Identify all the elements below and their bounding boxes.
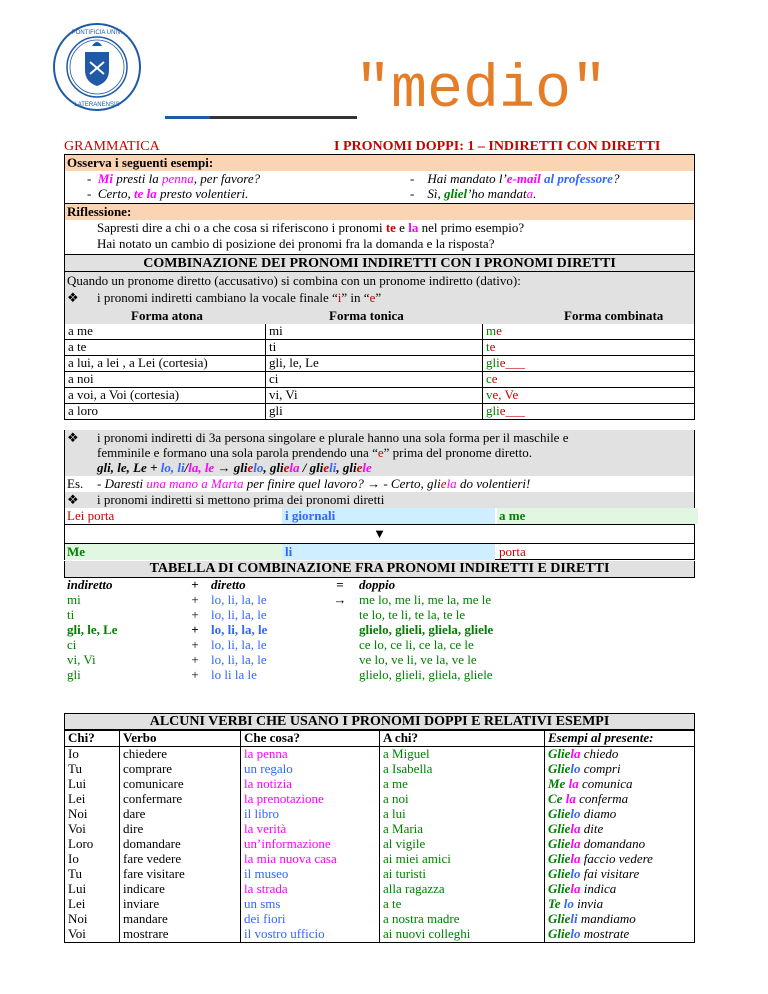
formula-part: lo (253, 460, 264, 475)
verbi-row (65, 837, 695, 852)
ex-la: la (146, 186, 157, 201)
esempio-dir: la (570, 836, 581, 851)
formula-part: , gli (336, 460, 357, 475)
verbi-achi: ai miei amici (380, 852, 545, 867)
esempio-verbo: chiedo (580, 746, 619, 761)
tab-col-eq: = (336, 577, 344, 592)
verbi-col-3: A chi? (380, 731, 545, 747)
verbi-verbo: dire (120, 822, 241, 837)
a-me: a me (497, 508, 698, 524)
riflessione-body (64, 220, 695, 254)
i-giornali: i giornali (282, 508, 495, 524)
combinata-e: e (489, 339, 496, 354)
bullet1-i: i (337, 290, 342, 305)
verbi-cosa: la mia nuova casa (241, 852, 380, 867)
col-forma-combinata: Forma combinata (564, 308, 664, 323)
lei-porta-row (64, 508, 695, 525)
verbi-achi: a me (380, 777, 545, 792)
esempio-dir: lo (570, 926, 581, 941)
ex-presti: presti la (116, 171, 159, 186)
es-a: - Daresti (97, 476, 147, 491)
tabella-row (64, 593, 695, 608)
ex-penna: penna (162, 171, 194, 186)
arrow-row: ▼ (64, 525, 695, 543)
combinata-e: e (496, 323, 502, 338)
tab-col-indiretto: indiretto (67, 577, 113, 592)
verbi-achi: ai turisti (380, 867, 545, 882)
formula-part: li (329, 460, 337, 475)
tab-indiretto: ti (67, 607, 75, 622)
esempio-ind: Glie (548, 821, 571, 836)
forma-combinata (483, 340, 695, 356)
verbi-esempio (545, 837, 695, 852)
esempio-dir: la (568, 776, 579, 791)
esempio-dir: la (570, 881, 581, 896)
forma-tonica: ti (266, 340, 483, 356)
esempio-verbo: faccio vedere (580, 851, 653, 866)
verbi-achi: ai nuovi colleghi (380, 927, 545, 943)
es-b: una mano a Marta (146, 476, 244, 491)
university-logo (52, 22, 142, 112)
verbi-esempio (545, 807, 695, 822)
verbi-verbo: comprare (120, 762, 241, 777)
verbi-row (65, 747, 695, 763)
verbi-esempio (545, 762, 695, 777)
combinata-e: e___ (499, 355, 526, 370)
forma-atona: a loro (65, 404, 266, 420)
verbi-esempio (545, 792, 695, 807)
esempio-dir: lo (563, 896, 574, 911)
forma-atona: a lui, a lei , a Lei (cortesia) (65, 356, 266, 372)
forms-row (65, 372, 695, 388)
combinata-base: t (486, 339, 490, 354)
verbi-chi: Voi (65, 822, 120, 837)
verbi-achi: a Isabella (380, 762, 545, 777)
verbi-cosa: un regalo (241, 762, 380, 777)
verbi-verbo: fare vedere (120, 852, 241, 867)
es-f: do volentieri! (456, 476, 531, 491)
verbi-chi: Io (65, 747, 120, 763)
grammatica-label: GRAMMATICA (64, 139, 160, 154)
ex-a: a (526, 186, 534, 201)
osserva-examples: - Mi presti la penna, per favore? - Certo, te la presto volentieri. - Hai mandato l’e-mail al professore? - Sì, gliel’ho mandata. (64, 171, 695, 203)
verbi-row (65, 777, 695, 792)
tab-indiretto: gli, le, Le (67, 622, 118, 637)
tab-doppio: ce lo, ce li, ce la, ce le (359, 637, 474, 652)
verbi-cosa: la penna (241, 747, 380, 763)
col-forma-tonica: Forma tonica (329, 308, 404, 323)
combinata-e2: e (512, 387, 519, 402)
verbi-achi: alla ragazza (380, 882, 545, 897)
tabella-row (64, 608, 695, 623)
verbi-cosa: dei fiori (241, 912, 380, 927)
bullet1-close: ” (375, 290, 382, 305)
porta: porta (499, 544, 526, 559)
forms-row (65, 324, 695, 340)
verbi-cosa: la strada (241, 882, 380, 897)
formula-part: e (247, 460, 254, 475)
esempio-dir: la (565, 791, 576, 806)
verbi-chi: Loro (65, 837, 120, 852)
tabella-row (64, 638, 695, 653)
esempio-verbo: invia (573, 896, 604, 911)
esempio-dir: li (570, 911, 578, 926)
tab-op (324, 653, 356, 668)
combinata-e: e, V (492, 387, 513, 402)
verbi-col-4: Esempi al presente: (545, 731, 695, 747)
verbi-cosa: la verità (241, 822, 380, 837)
verbi-verbo: mostrare (120, 927, 241, 943)
verbi-chi: Noi (65, 807, 120, 822)
verbi-row (65, 882, 695, 897)
verbi-chi: Lei (65, 792, 120, 807)
verbi-chi: Noi (65, 912, 120, 927)
formula-part: / gli (299, 460, 324, 475)
esempio-ind: Me (548, 776, 569, 791)
rifl-q2: Hai notato un cambio di posizione dei pronomi fra la domanda e la risposta? (97, 236, 495, 251)
forma-atona: a me (65, 324, 266, 340)
verbi-esempio (545, 822, 695, 837)
verbi-row (65, 912, 695, 927)
rifl-q1: Sapresti dire a chi o a che cosa si riferiscono i pronomi (97, 220, 383, 235)
es-e: la (446, 476, 457, 491)
formula-part: , gli (263, 460, 284, 475)
rifl-la: la (408, 220, 419, 235)
tabella-row (64, 623, 695, 638)
combinata-e: e (491, 371, 498, 386)
ex-professore: al professore (543, 171, 613, 186)
svg-text:LATERANENSIS: LATERANENSIS (74, 102, 120, 108)
esempio-ind: Glie (548, 911, 571, 926)
tab-indiretto: gli (67, 667, 81, 682)
col-forma-atona: Forma atona (131, 308, 203, 323)
verbi-achi: al vigile (380, 837, 545, 852)
forms-header (64, 308, 695, 324)
tab-op (324, 638, 356, 653)
esempio-dir: la (570, 851, 581, 866)
tab-doppio: glielo, glieli, gliela, gliele (359, 622, 494, 637)
verbi-achi: a Maria (380, 822, 545, 837)
bullet3-row (64, 492, 695, 508)
ex-presto: presto volentieri. (159, 186, 249, 201)
forma-combinata (483, 388, 695, 404)
esempio-ind: Glie (548, 761, 571, 776)
tab-plus: + (191, 652, 199, 667)
forms-rows (64, 324, 695, 420)
ex-certo: Certo, (97, 186, 131, 201)
verbi-verbo: domandare (120, 837, 241, 852)
tab-doppio: glielo, glieli, gliela, gliele (359, 667, 493, 682)
esempio-row (64, 476, 695, 492)
verbi-row (65, 792, 695, 807)
tab-doppio: te lo, te li, te la, te le (359, 607, 466, 622)
verbi-achi: a Miguel (380, 747, 545, 763)
verbi-row (65, 807, 695, 822)
forma-tonica: gli, le, Le (266, 356, 483, 372)
bullet2-line1: i pronomi indiretti di 3a persona singolare e plurale hanno una sola forma per il maschile e (97, 430, 569, 445)
esempio-ind: Glie (548, 881, 571, 896)
combinazione-heading: COMBINAZIONE DEI PRONOMI INDIRETTI CON I PRONOMI DIRETTI (64, 254, 695, 272)
forma-tonica: gli (266, 404, 483, 420)
esempio-ind: Glie (548, 806, 571, 821)
verbi-esempio (545, 927, 695, 943)
tab-op (324, 668, 356, 683)
formula-part: la (289, 460, 300, 475)
verbi-verbo: mandare (120, 912, 241, 927)
verbi-achi: a lui (380, 807, 545, 822)
verbi-chi: Tu (65, 867, 120, 882)
verbi-row (65, 867, 695, 882)
bullet1-in: ” in “ (341, 290, 370, 305)
verbi-chi: Voi (65, 927, 120, 943)
verbi-verbo: inviare (120, 897, 241, 912)
verbi-verbo: confermare (120, 792, 241, 807)
combinata-base: c (486, 371, 492, 386)
esempio-verbo: dite (580, 821, 604, 836)
formula-part: gli, le, Le + (97, 460, 161, 475)
esempio-dir: la (570, 821, 581, 836)
verbi-cosa: un’informazione (241, 837, 380, 852)
esempio-verbo: mostrate (580, 926, 630, 941)
verbi-esempio (545, 747, 695, 763)
tabella-heading: TABELLA DI COMBINAZIONE FRA PRONOMI INDIRETTI E DIRETTI (64, 561, 695, 578)
esempio-ind: Glie (548, 746, 571, 761)
combinata-base: m (486, 323, 497, 338)
verbi-esempio (545, 912, 695, 927)
verbi-verbo: dare (120, 807, 241, 822)
verbi-verbo: chiedere (120, 747, 241, 763)
tabella-row (64, 653, 695, 668)
esempio-dir: lo (570, 866, 581, 881)
section-topic: I PRONOMI DOPPI: 1 – INDIRETTI CON DIRETTI (334, 139, 661, 154)
verbi-achi: a te (380, 897, 545, 912)
esempio-dir: lo (570, 806, 581, 821)
ex-te: te (133, 186, 144, 201)
tab-plus: + (191, 592, 199, 607)
esempio-verbo: domandano (580, 836, 646, 851)
osserva-title: Osserva i seguenti esempi: (64, 154, 695, 171)
verbi-table (64, 730, 695, 943)
forma-combinata (483, 324, 695, 340)
svg-text:PONTIFICIA UNIV.: PONTIFICIA UNIV. (71, 30, 123, 36)
ex-per-favore: , per favore? (193, 171, 261, 186)
verbi-chi: Tu (65, 762, 120, 777)
verbi-achi: a nostra madre (380, 912, 545, 927)
bullet2-block (64, 430, 695, 476)
verbi-col-2: Che cosa? (241, 731, 380, 747)
tab-diretto: lo li la le (211, 667, 257, 682)
verbi-row (65, 822, 695, 837)
diamond-bullet-icon: ❖ (67, 430, 79, 445)
title-underline-dark (210, 116, 357, 119)
forma-tonica: mi (266, 324, 483, 340)
esempio-verbo: compri (580, 761, 621, 776)
verbi-esempio (545, 777, 695, 792)
me: Me (65, 544, 282, 560)
bullet3-text: i pronomi indiretti si mettono prima dei pronomi diretti (97, 492, 385, 507)
verbi-cosa: un sms (241, 897, 380, 912)
esempio-ind: Glie (548, 851, 571, 866)
combinata-base: v (486, 387, 493, 402)
tab-doppio: me lo, me li, me la, me le (359, 592, 492, 607)
formula-part: lo, li (160, 460, 185, 475)
forma-combinata (483, 404, 695, 420)
combinazione-intro (64, 272, 695, 308)
bullet2-e: e (377, 445, 384, 460)
rifl-q1-end: nel primo esempio? (421, 220, 525, 235)
verbi-verbo: comunicare (120, 777, 241, 792)
ex-qmark: ? (612, 171, 620, 186)
formula-part: e (323, 460, 330, 475)
tabella-header-row (64, 578, 695, 593)
verbi-chi: Lui (65, 882, 120, 897)
diamond-bullet-icon: ❖ (67, 290, 79, 305)
tab-diretto: lo, li, la, le (211, 652, 267, 667)
bullet2-formula (97, 460, 372, 475)
verbi-chi: Lei (65, 897, 120, 912)
tab-indiretto: vi, Vi (67, 652, 96, 667)
verbi-esempio (545, 852, 695, 867)
lei-porta: Lei porta (67, 508, 115, 523)
es-c: per finire quel lavoro? → - Certo, gli (243, 476, 441, 491)
formula-part: / (184, 460, 189, 475)
verbi-achi: a noi (380, 792, 545, 807)
verbi-cosa: il vostro ufficio (241, 927, 380, 943)
ex-email: e-mail (506, 171, 541, 186)
esempio-verbo: comunica (578, 776, 633, 791)
esempio-dir: la (570, 746, 581, 761)
es-d: e (440, 476, 447, 491)
ex-hai-mandato: Hai mandato l’ (427, 171, 507, 186)
esempio-verbo: diamo (580, 806, 617, 821)
tab-op: → (333, 592, 347, 607)
li: li (282, 544, 495, 560)
combinata-e: e___ (499, 403, 526, 418)
bullet2-line2b: ” prima del pronome diretto. (383, 445, 532, 460)
formula-part: e (356, 460, 363, 475)
tab-col-doppio: doppio (359, 577, 396, 592)
formula-part: le (362, 460, 372, 475)
rifl-e: e (399, 220, 405, 235)
tab-col-diretto: diretto (211, 577, 246, 592)
combinata-base: gli (486, 403, 500, 418)
tab-plus: + (191, 607, 199, 622)
bullet1-e: e (369, 290, 376, 305)
formula-part: la, le (188, 460, 215, 475)
ex-si: Sì, (427, 186, 441, 201)
tabella-row (64, 668, 695, 683)
riflessione-title: Riflessione: (64, 203, 695, 220)
formula-part: e (283, 460, 290, 475)
verbi-heading: ALCUNI VERBI CHE USANO I PRONOMI DOPPI E RELATIVI ESEMPI (64, 713, 695, 730)
verbi-esempio (545, 867, 695, 882)
verbi-verbo: fare visitare (120, 867, 241, 882)
verbi-verbo: indicare (120, 882, 241, 897)
forms-row (65, 388, 695, 404)
esempio-dir: lo (570, 761, 581, 776)
verbi-col-1: Verbo (120, 731, 241, 747)
verbi-esempio (545, 882, 695, 897)
esempio-ind: Glie (548, 866, 571, 881)
verbi-cosa: la prenotazione (241, 792, 380, 807)
tab-col-plus: + (191, 577, 199, 592)
verbi-row (65, 927, 695, 943)
bullet2-line2a: femminile e formano una sola parola prendendo una “ (97, 445, 378, 460)
forms-row (65, 404, 695, 420)
page-title: "medio" (355, 57, 608, 125)
esempio-ind: Ce (548, 791, 566, 806)
verbi-row (65, 762, 695, 777)
esempio-ind: Glie (548, 836, 571, 851)
esempio-verbo: fai visitare (580, 866, 640, 881)
tab-indiretto: mi (67, 592, 81, 607)
forma-combinata (483, 356, 695, 372)
verbi-cosa: la notizia (241, 777, 380, 792)
tab-indiretto: ci (67, 637, 77, 652)
rifl-te: te (385, 220, 396, 235)
verbi-chi: Io (65, 852, 120, 867)
verbi-row (65, 897, 695, 912)
tabella-table (64, 578, 695, 683)
me-li-porta-row (64, 543, 695, 560)
verbi-esempio (545, 897, 695, 912)
esempio-ind: Te (548, 896, 564, 911)
forms-row (65, 340, 695, 356)
ex-ho-mandat: ’ho mandat (467, 186, 527, 201)
tab-op (324, 623, 356, 638)
verbi-chi: Lui (65, 777, 120, 792)
tab-doppio: ve lo, ve li, ve la, ve le (359, 652, 477, 667)
formula-part: → gli (214, 460, 248, 475)
verbi-cosa: il libro (241, 807, 380, 822)
forma-tonica: vi, Vi (266, 388, 483, 404)
diamond-bullet-icon: ❖ (67, 492, 79, 507)
tab-diretto: lo, li, la, le (211, 607, 267, 622)
verbi-cosa: il museo (241, 867, 380, 882)
tab-op (324, 608, 356, 623)
tab-plus: + (191, 637, 199, 652)
esempio-verbo: conferma (575, 791, 629, 806)
forma-combinata (483, 372, 695, 388)
verbi-row (65, 852, 695, 867)
verbi-header-row (65, 731, 695, 747)
verbi-col-0: Chi? (65, 731, 120, 747)
esempio-verbo: mandiamo (577, 911, 636, 926)
ex-mi: Mi (97, 171, 114, 186)
combinata-base: gli (486, 355, 500, 370)
ex-period: . (533, 186, 537, 201)
forms-row (65, 356, 695, 372)
es-label: Es. (67, 476, 84, 491)
forma-atona: a te (65, 340, 266, 356)
tab-plus: + (191, 667, 199, 682)
esempio-verbo: indica (580, 881, 617, 896)
bullet1-text: i pronomi indiretti cambiano la vocale finale “ (97, 290, 338, 305)
tab-plus: + (191, 622, 199, 637)
forma-tonica: ci (266, 372, 483, 388)
tab-diretto: lo, li, la, le (211, 592, 267, 607)
esempio-ind: Glie (548, 926, 571, 941)
tab-diretto: lo, li, la, le (211, 637, 267, 652)
forma-atona: a noi (65, 372, 266, 388)
ex-gliel: gliel (443, 186, 468, 201)
intro-text: Quando un pronome diretto (accusativo) si combina con un pronome indiretto (dativo): (67, 273, 521, 288)
forma-atona: a voi, a Voi (cortesia) (65, 388, 266, 404)
tab-diretto: lo, li, la, le (211, 622, 268, 637)
